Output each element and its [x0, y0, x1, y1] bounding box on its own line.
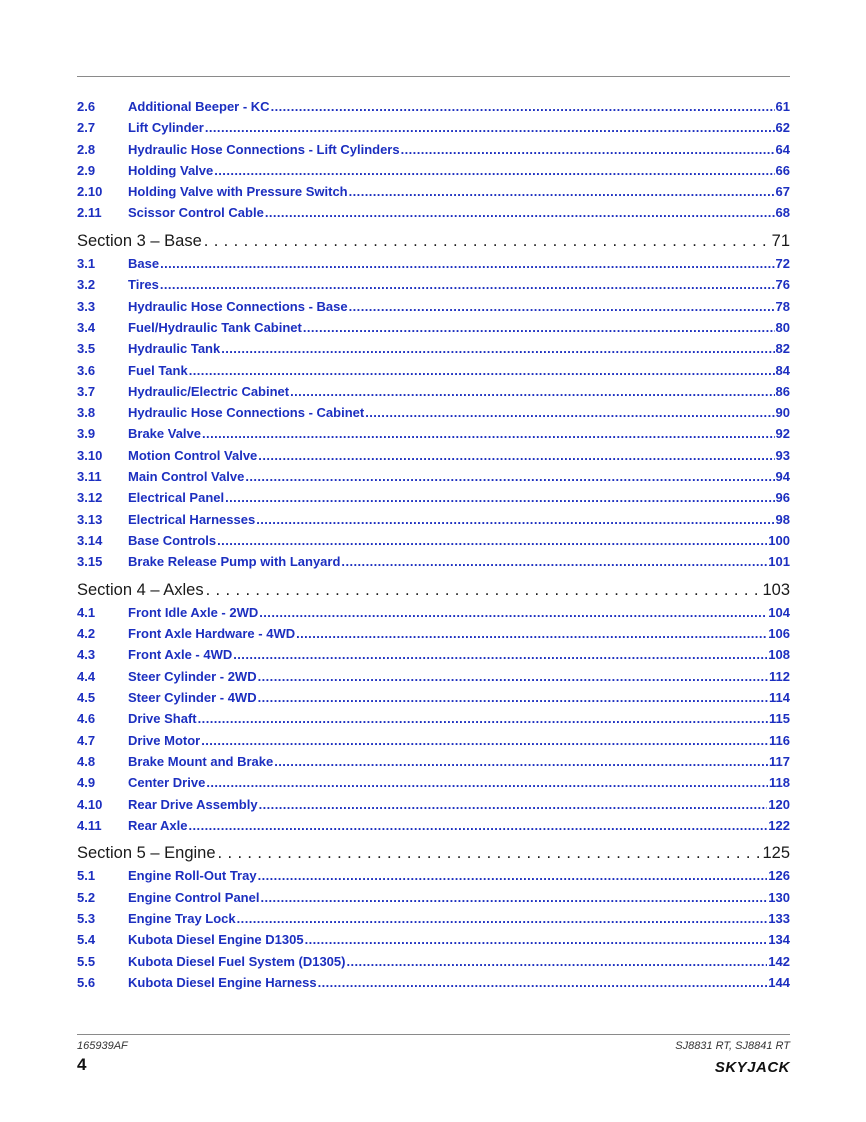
toc-entry[interactable]: [77, 623, 790, 644]
dot-leader: [349, 296, 775, 317]
entry-page: 80: [775, 319, 790, 335]
entry-title: Hydraulic Hose Connections - Lift Cylinders: [128, 141, 400, 157]
dot-leader: [218, 842, 761, 864]
header-rule: [77, 76, 790, 77]
entry-number: 5.5: [77, 953, 96, 969]
entry-title: Holding Valve: [128, 162, 214, 178]
entry-number: 3.12: [77, 490, 103, 506]
dot-leader: [198, 708, 768, 729]
entry-page: 68: [775, 205, 790, 221]
entry-title: Tires: [128, 277, 159, 293]
dot-leader: [233, 644, 767, 665]
entry-number: 5.6: [77, 974, 96, 990]
entry-page: 126: [768, 868, 790, 884]
entry-number: 2.7: [77, 120, 96, 136]
entry-title: Center Drive: [128, 775, 206, 791]
entry-page: 96: [775, 490, 790, 506]
entry-page: 122: [768, 817, 790, 833]
section-page: 103: [762, 580, 790, 599]
entry-number: 4.1: [77, 604, 96, 620]
entry-title: Steer Cylinder - 2WD: [128, 668, 257, 684]
entry-number: 3.10: [77, 447, 103, 463]
entry-title: Hydraulic/Electric Cabinet: [128, 383, 290, 399]
dot-leader: [217, 530, 767, 551]
dot-leader: [225, 487, 774, 508]
dot-leader: [258, 687, 768, 708]
entry-number: 4.6: [77, 711, 96, 727]
entry-page: 104: [768, 604, 790, 620]
entry-page: 76: [775, 277, 790, 293]
toc-entry[interactable]: [77, 117, 790, 138]
entry-page: 112: [769, 668, 790, 684]
toc-section-heading[interactable]: [77, 579, 790, 601]
dot-leader: [160, 274, 775, 295]
dot-leader: [259, 794, 768, 815]
dot-leader: [237, 908, 768, 929]
entry-number: 4.7: [77, 732, 96, 748]
entry-title: Engine Tray Lock: [128, 910, 236, 926]
entry-number: 3.1: [77, 256, 96, 272]
entry-page: 130: [768, 889, 790, 905]
entry-number: 4.11: [77, 817, 102, 833]
section-title: Section 3 – Base: [77, 231, 202, 250]
entry-page: 94: [775, 469, 790, 485]
entry-page: 118: [769, 775, 790, 791]
toc-entry[interactable]: [77, 551, 790, 572]
toc-entry[interactable]: [77, 317, 790, 338]
toc-entry[interactable]: [77, 360, 790, 381]
entry-number: 3.8: [77, 405, 96, 421]
entry-title: Base Controls: [128, 532, 217, 548]
toc-entry[interactable]: [77, 815, 790, 836]
entry-title: Front Axle - 4WD: [128, 647, 233, 663]
toc-entry[interactable]: [77, 402, 790, 423]
dot-leader: [205, 117, 775, 138]
entry-number: 3.5: [77, 341, 96, 357]
entry-page: 100: [768, 532, 790, 548]
toc-entry[interactable]: [77, 865, 790, 886]
dot-leader: [296, 623, 767, 644]
entry-number: 2.10: [77, 184, 103, 200]
entry-title: Drive Shaft: [128, 711, 197, 727]
toc-entry[interactable]: [77, 730, 790, 751]
entry-title: Electrical Harnesses: [128, 511, 256, 527]
dot-leader: [189, 360, 775, 381]
entry-number: 3.2: [77, 277, 96, 293]
entry-number: 2.9: [77, 162, 96, 178]
toc-entry[interactable]: [77, 687, 790, 708]
entry-title: Fuel/Hydraulic Tank Cabinet: [128, 319, 302, 335]
entry-title: Motion Control Valve: [128, 447, 258, 463]
dot-leader: [201, 730, 768, 751]
entry-page: 72: [775, 256, 790, 272]
dot-leader: [206, 772, 768, 793]
toc-entry[interactable]: [77, 487, 790, 508]
entry-number: 4.5: [77, 690, 96, 706]
entry-title: Drive Motor: [128, 732, 201, 748]
section-title: Section 4 – Axles: [77, 580, 204, 599]
document-code: 165939AF: [77, 1040, 128, 1052]
entry-title: Electrical Panel: [128, 490, 225, 506]
entry-number: 5.3: [77, 910, 96, 926]
entry-title: Front Axle Hardware - 4WD: [128, 626, 296, 642]
section-page: 125: [762, 844, 790, 863]
entry-number: 4.2: [77, 626, 96, 642]
model-numbers: SJ8831 RT, SJ8841 RT: [675, 1040, 790, 1052]
entry-page: 116: [769, 732, 790, 748]
entry-page: 64: [775, 141, 790, 157]
entry-title: Scissor Control Cable: [128, 205, 264, 221]
toc-entry[interactable]: [77, 887, 790, 908]
entry-number: 3.15: [77, 554, 103, 570]
dot-leader: [349, 181, 775, 202]
entry-title: Holding Valve with Pressure Switch: [128, 184, 348, 200]
entry-number: 3.7: [77, 383, 96, 399]
toc-entry[interactable]: [77, 181, 790, 202]
dot-leader: [204, 230, 770, 252]
entry-number: 5.1: [77, 868, 96, 884]
toc-entry[interactable]: [77, 96, 790, 117]
entry-title: Engine Roll-Out Tray: [128, 868, 257, 884]
entry-number: 4.8: [77, 753, 96, 769]
entry-number: 2.6: [77, 99, 96, 114]
toc-entry[interactable]: [77, 794, 790, 815]
entry-title: Brake Valve: [128, 426, 202, 442]
entry-title: Lift Cylinder: [128, 120, 204, 136]
dot-leader: [259, 602, 767, 623]
toc-entry[interactable]: [77, 602, 790, 623]
toc-entry[interactable]: [77, 338, 790, 359]
dot-leader: [258, 445, 774, 466]
entry-page: 108: [768, 647, 790, 663]
dot-leader: [265, 202, 775, 223]
entry-page: 133: [768, 910, 790, 926]
entry-page: 78: [775, 298, 790, 314]
dot-leader: [256, 509, 774, 530]
entry-title: Hydraulic Tank: [128, 341, 221, 357]
toc-entry[interactable]: [77, 929, 790, 950]
section-page: 71: [771, 231, 790, 250]
entry-number: 2.11: [77, 205, 102, 221]
entry-page: 84: [775, 362, 790, 378]
entry-page: 120: [768, 796, 790, 812]
toc-entry[interactable]: [77, 423, 790, 444]
entry-title: Hydraulic Hose Connections - Cabinet: [128, 405, 365, 421]
entry-page: 93: [775, 447, 790, 463]
toc-entry[interactable]: [77, 972, 790, 993]
dot-leader: [160, 253, 774, 274]
entry-page: 134: [768, 932, 790, 948]
entry-title: Main Control Valve: [128, 469, 245, 485]
entry-page: 101: [768, 554, 790, 570]
toc-entry[interactable]: [77, 751, 790, 772]
toc-entry[interactable]: [77, 274, 790, 295]
entry-title: Brake Release Pump with Lanyard: [128, 554, 341, 570]
dot-leader: [365, 402, 774, 423]
dot-leader: [245, 466, 774, 487]
toc-entry[interactable]: [77, 908, 790, 929]
toc-entry[interactable]: [77, 708, 790, 729]
entry-page: 115: [769, 711, 790, 727]
section-title: Section 5 – Engine: [77, 844, 216, 863]
entry-number: 4.10: [77, 796, 103, 812]
entry-title: Kubota Diesel Engine D1305: [128, 932, 304, 948]
toc-entry[interactable]: [77, 139, 790, 160]
dot-leader: [258, 865, 768, 886]
dot-leader: [346, 951, 767, 972]
toc-entry[interactable]: [77, 509, 790, 530]
entry-title: Rear Drive Assembly: [128, 796, 258, 812]
dot-leader: [401, 139, 775, 160]
entry-title: Hydraulic Hose Connections - Base: [128, 298, 348, 314]
entry-title: Base: [128, 256, 160, 272]
skyjack-logo: SKYJACK: [714, 1059, 790, 1076]
dot-leader: [206, 579, 761, 601]
entry-page: 106: [768, 626, 790, 642]
toc-entry[interactable]: [77, 160, 790, 181]
toc-entry[interactable]: [77, 772, 790, 793]
entry-page: 61: [775, 99, 790, 114]
entry-page: 86: [775, 383, 790, 399]
entry-page: 144: [768, 974, 790, 990]
entry-page: 98: [775, 511, 790, 527]
entry-title: Front Idle Axle - 2WD: [128, 604, 259, 620]
entry-title: Kubota Diesel Fuel System (D1305): [128, 953, 346, 969]
entry-number: 5.2: [77, 889, 96, 905]
entry-title: Kubota Diesel Engine Harness: [128, 974, 317, 990]
dot-leader: [318, 972, 768, 993]
entry-title: Fuel Tank: [128, 362, 188, 378]
footer-rule: [77, 1034, 790, 1035]
entry-number: 3.4: [77, 319, 96, 335]
toc-entry[interactable]: [77, 644, 790, 665]
dot-leader: [260, 887, 767, 908]
entry-page: 66: [775, 162, 790, 178]
dot-leader: [274, 751, 768, 772]
toc-entry[interactable]: [77, 253, 790, 274]
toc-entry[interactable]: [77, 202, 790, 223]
entry-page: 92: [775, 426, 790, 442]
toc-section-heading[interactable]: [77, 230, 790, 252]
toc-entry[interactable]: [77, 381, 790, 402]
dot-leader: [271, 96, 775, 117]
entry-title: Rear Axle: [128, 817, 188, 833]
entry-title: Additional Beeper - KC: [128, 99, 270, 114]
entry-number: 4.3: [77, 647, 96, 663]
dot-leader: [341, 551, 767, 572]
toc-entry[interactable]: [77, 445, 790, 466]
dot-leader: [221, 338, 774, 359]
dot-leader: [214, 160, 774, 181]
toc-entry[interactable]: [77, 466, 790, 487]
dot-leader: [189, 815, 768, 836]
entry-number: 4.4: [77, 668, 96, 684]
entry-title: Brake Mount and Brake: [128, 753, 274, 769]
toc-entry[interactable]: [77, 296, 790, 317]
entry-page: 62: [775, 120, 790, 136]
toc-section-heading[interactable]: [77, 842, 790, 864]
entry-page: 117: [769, 753, 790, 769]
toc-entry[interactable]: [77, 951, 790, 972]
entry-number: 3.11: [77, 469, 102, 485]
dot-leader: [290, 381, 774, 402]
entry-number: 2.8: [77, 141, 96, 157]
entry-page: 67: [775, 184, 790, 200]
entry-page: 114: [769, 690, 790, 706]
entry-page: 142: [768, 953, 790, 969]
entry-number: 3.9: [77, 426, 96, 442]
entry-number: 3.14: [77, 532, 103, 548]
table-of-contents: [77, 96, 790, 993]
entry-page: 90: [775, 405, 790, 421]
entry-number: 3.3: [77, 298, 96, 314]
toc-entry[interactable]: [77, 666, 790, 687]
entry-number: 3.6: [77, 362, 96, 378]
page-number: 4: [77, 1055, 87, 1074]
entry-number: 4.9: [77, 775, 96, 791]
dot-leader: [303, 317, 775, 338]
entry-title: Engine Control Panel: [128, 889, 260, 905]
entry-page: 82: [775, 341, 790, 357]
dot-leader: [258, 666, 768, 687]
dot-leader: [305, 929, 768, 950]
entry-number: 5.4: [77, 932, 96, 948]
toc-entry[interactable]: [77, 530, 790, 551]
entry-number: 3.13: [77, 511, 103, 527]
dot-leader: [202, 423, 775, 444]
entry-title: Steer Cylinder - 4WD: [128, 690, 257, 706]
